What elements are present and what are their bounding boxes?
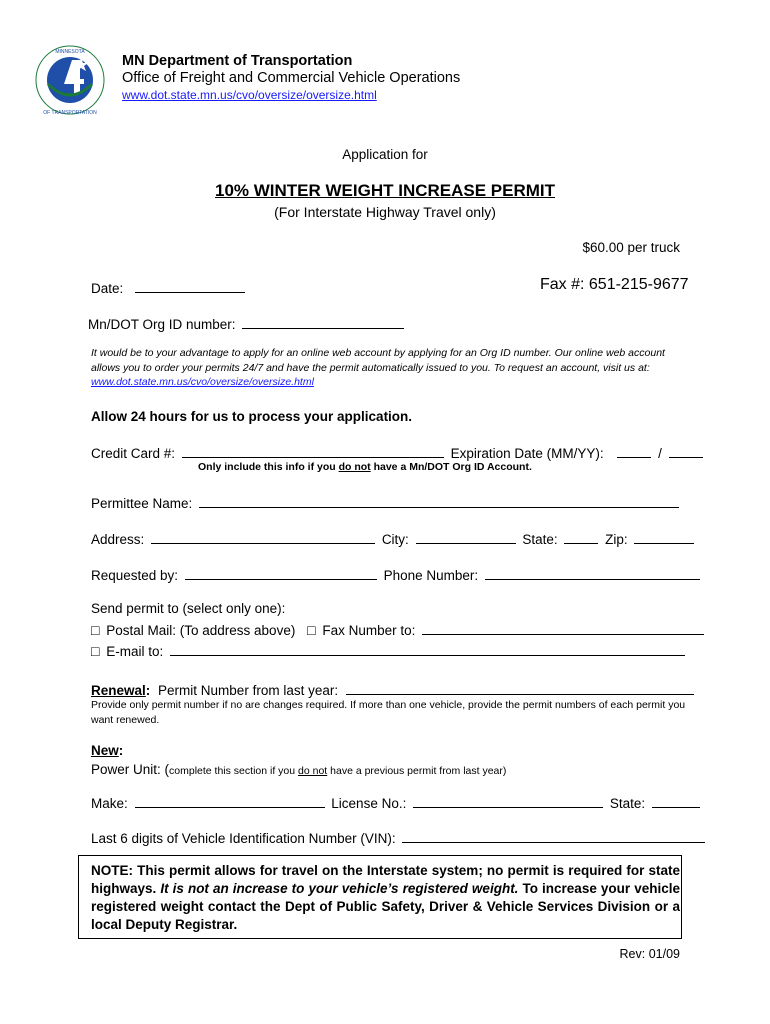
allow-hours-text: Allow 24 hours for us to process your application. (91, 409, 413, 424)
office-name: Office of Freight and Commercial Vehicle Operations (122, 70, 461, 86)
fax-number-label: Fax Number to: (322, 623, 416, 638)
credit-card-field[interactable] (182, 444, 444, 458)
mndot-seal-icon (34, 44, 106, 116)
power-unit-note-emphasis: do not (298, 765, 328, 777)
zip-field[interactable] (634, 530, 694, 544)
credit-card-note (198, 461, 532, 473)
date-row (91, 279, 245, 296)
note-italic: It is not an increase to your vehicle’s registered weight. (160, 881, 519, 896)
make-field[interactable] (135, 794, 325, 808)
power-unit-note-post: have a previous permit from last year) (327, 765, 507, 777)
expiration-year-field[interactable] (669, 444, 703, 458)
online-account-paragraph (91, 346, 681, 390)
svg-text:OF TRANSPORTATION: OF TRANSPORTATION (43, 110, 97, 116)
expiration-separator: / (658, 446, 662, 461)
zip-label: Zip: (605, 532, 628, 547)
cc-note-emphasis: do not (338, 461, 371, 473)
vin-field[interactable] (402, 829, 705, 843)
email-checkbox[interactable]: □ (91, 643, 100, 659)
renewal-label: Renewal (91, 683, 146, 698)
fax-checkbox[interactable]: □ (307, 622, 316, 638)
credit-card-row (91, 444, 703, 461)
page-title (0, 181, 770, 201)
power-unit-label: Power Unit: ( (91, 762, 170, 777)
phone-field[interactable] (485, 566, 700, 580)
new-label: New (91, 743, 119, 758)
org-id-label: Mn/DOT Org ID number: (88, 317, 236, 332)
city-field[interactable] (416, 530, 516, 544)
page-subtitle: (For Interstate Highway Travel only) (274, 204, 496, 220)
renewal-row (91, 681, 694, 698)
org-id-field[interactable] (242, 315, 404, 329)
new-heading (91, 743, 123, 758)
permittee-row (91, 494, 679, 511)
email-row (91, 642, 685, 659)
expiration-month-field[interactable] (617, 444, 651, 458)
renewal-permit-field[interactable] (346, 681, 694, 695)
cc-note-pre: Only include this info if you (198, 461, 339, 473)
new-colon: : (118, 743, 124, 758)
postal-label: Postal Mail: (To address above) (106, 623, 296, 638)
address-label: Address: (91, 532, 145, 547)
email-label: E-mail to: (106, 644, 164, 659)
requested-by-label: Requested by: (91, 568, 179, 583)
license-field[interactable] (413, 794, 603, 808)
power-unit-note-pre: complete this section if you (169, 765, 299, 777)
permittee-field[interactable] (199, 494, 679, 508)
fax-number-field[interactable] (422, 621, 704, 635)
note-pre: NOTE: This permit allows for travel on the Interstate system; no permit is required for state highways. (91, 863, 680, 896)
cc-note-post: have a Mn/DOT Org ID Account. (370, 461, 532, 473)
make-row (91, 794, 700, 811)
fee-label: $60.00 per truck (582, 240, 680, 255)
state2-field[interactable] (652, 794, 700, 808)
requested-by-field[interactable] (185, 566, 377, 580)
renewal-text: Permit Number from last year: (158, 683, 339, 698)
credit-card-label: Credit Card #: (91, 446, 176, 461)
city-label: City: (381, 532, 409, 547)
advantage-url-link[interactable]: www.dot.state.mn.us/cvo/oversize/oversize.html (91, 376, 314, 388)
email-field[interactable] (170, 642, 685, 656)
department-name: MN Department of Transportation (122, 53, 353, 69)
state-label: State: (522, 532, 558, 547)
state-field[interactable] (564, 530, 598, 544)
address-row (91, 530, 694, 547)
vin-row (91, 829, 705, 846)
application-for-label: Application for (342, 147, 428, 162)
fax-number: Fax #: 651-215-9677 (540, 276, 689, 293)
license-label: License No.: (331, 796, 407, 811)
renewal-note: Provide only permit number if no are changes required. If more than one vehicle, provide the permit numbers of each permit you want renewed. (91, 699, 686, 726)
send-permit-label: Send permit to (select only one): (91, 601, 286, 616)
permittee-label: Permittee Name: (91, 496, 193, 511)
date-field[interactable] (135, 279, 245, 293)
state2-label: State: (609, 796, 646, 811)
expiration-label: Expiration Date (MM/YY): (450, 446, 604, 461)
title-text: 10% WINTER WEIGHT INCREASE PERMIT (214, 181, 556, 200)
send-options-row (91, 621, 704, 638)
org-id-row (88, 315, 404, 332)
note-post: To increase your vehicle registered weight contact the Dept of Public Safety, Driver & Vehicle Services Division or a local Deputy Registrar. (91, 881, 680, 932)
renewal-colon: : (145, 683, 151, 698)
address-field[interactable] (151, 530, 375, 544)
advantage-text: It would be to your advantage to apply for an online web account by applying for an Org ID number. Our online web account allows you to order your permits 24/7 and have the permit automatically issued to you. To request an account, visit us at: (91, 347, 665, 374)
vin-label: Last 6 digits of Vehicle Identification Number (VIN): (91, 831, 396, 846)
requested-by-row (91, 566, 700, 583)
postal-checkbox[interactable]: □ (91, 622, 100, 638)
power-unit-row (91, 762, 506, 779)
header-url-link[interactable]: www.dot.state.mn.us/cvo/oversize/oversize.html (122, 88, 377, 102)
svg-text:MINNESOTA: MINNESOTA (55, 49, 85, 55)
note-text (91, 862, 680, 934)
make-label: Make: (91, 796, 128, 811)
revision-label: Rev: 01/09 (619, 947, 680, 961)
mndot-logo (34, 44, 106, 116)
phone-label: Phone Number: (383, 568, 479, 583)
date-label: Date: (91, 281, 124, 296)
